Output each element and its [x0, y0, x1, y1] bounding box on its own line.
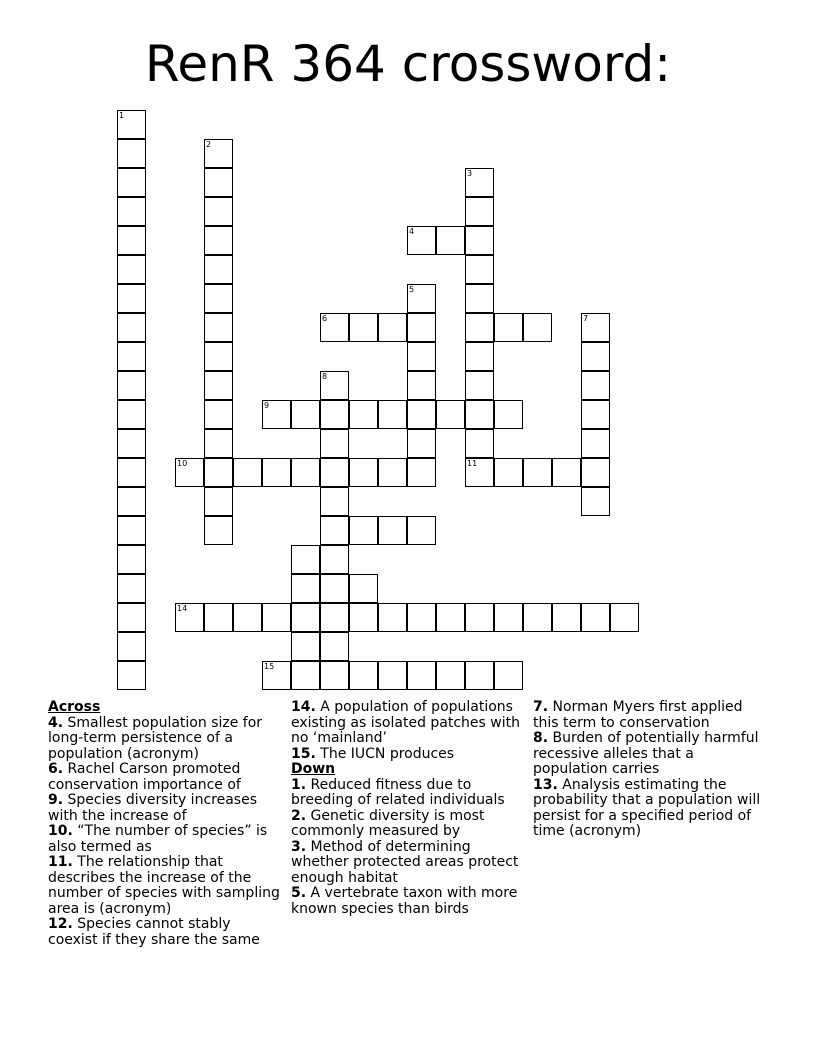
grid-cell[interactable] [117, 197, 146, 226]
grid-cell[interactable] [320, 429, 349, 458]
clue-text: “The number of species” is also termed as [48, 823, 268, 855]
grid-cell[interactable] [233, 603, 262, 632]
grid-cell[interactable] [465, 458, 494, 487]
grid-cell[interactable] [407, 400, 436, 429]
clue-text: A vertebrate taxon with more known species than birds [291, 885, 518, 917]
clue-across-14 [291, 700, 523, 747]
grid-cell[interactable] [204, 197, 233, 226]
grid-cell[interactable] [117, 661, 146, 690]
cell-number: 14 [177, 604, 188, 613]
grid-cell[interactable] [204, 429, 233, 458]
clue-down-1 [291, 778, 523, 809]
clue-down-7 [533, 700, 765, 731]
grid-cell[interactable] [465, 400, 494, 429]
grid-cell[interactable] [378, 400, 407, 429]
grid-cell[interactable] [204, 313, 233, 342]
grid-cell[interactable] [175, 458, 204, 487]
grid-cell[interactable] [407, 661, 436, 690]
clue-number: 6. [48, 761, 64, 777]
grid-cell[interactable] [581, 603, 610, 632]
grid-cell[interactable] [494, 400, 523, 429]
grid-cell[interactable] [320, 487, 349, 516]
grid-cell[interactable] [581, 371, 610, 400]
grid-cell[interactable] [523, 458, 552, 487]
clue-number: 11. [48, 854, 73, 870]
grid-cell[interactable] [117, 342, 146, 371]
grid-cell[interactable] [320, 516, 349, 545]
clue-number: 8. [533, 730, 549, 746]
grid-cell[interactable] [581, 458, 610, 487]
grid-cell[interactable] [320, 661, 349, 690]
clue-text: Burden of potentially harmful recessive alleles that a population carries [533, 730, 759, 777]
grid-cell[interactable] [407, 226, 436, 255]
grid-cell[interactable] [204, 516, 233, 545]
grid-cell[interactable] [204, 139, 233, 168]
grid-cell[interactable] [204, 168, 233, 197]
grid-cell[interactable] [407, 313, 436, 342]
clue-across-9 [48, 793, 280, 824]
grid-cell[interactable] [262, 400, 291, 429]
clue-text: The relationship that describes the increase of the number of species with sampling area is (acronym) [48, 854, 280, 917]
grid-cell[interactable] [291, 574, 320, 603]
grid-cell[interactable] [117, 487, 146, 516]
grid-cell[interactable] [262, 661, 291, 690]
cell-number: 1 [119, 111, 125, 120]
grid-cell[interactable] [291, 400, 320, 429]
clue-across-10 [48, 824, 280, 855]
grid-cell[interactable] [581, 400, 610, 429]
grid-cell[interactable] [320, 400, 349, 429]
grid-cell[interactable] [494, 313, 523, 342]
clue-number: 7. [533, 699, 549, 715]
grid-cell[interactable] [465, 255, 494, 284]
grid-cell[interactable] [378, 458, 407, 487]
grid-cell[interactable] [494, 458, 523, 487]
grid-cell[interactable] [204, 284, 233, 313]
grid-cell[interactable] [349, 400, 378, 429]
grid-cell[interactable] [117, 603, 146, 632]
grid-cell[interactable] [349, 313, 378, 342]
cell-number: 4 [409, 227, 415, 236]
grid-cell[interactable] [552, 603, 581, 632]
clue-down-8 [533, 731, 765, 778]
grid-cell[interactable] [349, 661, 378, 690]
grid-cell[interactable] [465, 284, 494, 313]
grid-cell[interactable] [291, 458, 320, 487]
grid-cell[interactable] [117, 429, 146, 458]
clue-text: Species cannot stably coexist if they share the same [48, 916, 260, 948]
grid-cell[interactable] [320, 458, 349, 487]
grid-cell[interactable] [291, 545, 320, 574]
clue-text: Reduced fitness due to breeding of related individuals [291, 776, 505, 808]
clue-across-12 [48, 917, 280, 948]
grid-cell[interactable] [581, 487, 610, 516]
grid-cell[interactable] [291, 603, 320, 632]
grid-cell[interactable] [204, 458, 233, 487]
cell-number: 6 [322, 314, 328, 323]
grid-cell[interactable] [436, 400, 465, 429]
clues-column-1 [48, 700, 280, 948]
grid-cell[interactable] [523, 313, 552, 342]
grid-cell[interactable] [320, 371, 349, 400]
grid-cell[interactable] [349, 516, 378, 545]
grid-cell[interactable] [465, 661, 494, 690]
clue-across-4 [48, 716, 280, 763]
grid-cell[interactable] [465, 197, 494, 226]
grid-cell[interactable] [117, 168, 146, 197]
cell-number: 5 [409, 285, 415, 294]
grid-cell[interactable] [320, 632, 349, 661]
grid-cell[interactable] [465, 603, 494, 632]
grid-cell[interactable] [117, 574, 146, 603]
cell-number: 7 [583, 314, 589, 323]
cell-number: 11 [467, 459, 478, 468]
grid-cell[interactable] [407, 603, 436, 632]
grid-cell[interactable] [117, 632, 146, 661]
clue-number: 4. [48, 714, 64, 731]
grid-cell[interactable] [378, 661, 407, 690]
page-title: RenR 364 crossword: [144, 35, 672, 93]
grid-cell[interactable] [407, 458, 436, 487]
clue-text: Species diversity increases with the increase of [48, 792, 257, 824]
clue-text: The IUCN produces [320, 745, 455, 762]
clue-text: Genetic diversity is most commonly measured by [291, 807, 485, 839]
grid-cell[interactable] [465, 429, 494, 458]
clue-number: 14. [291, 699, 316, 715]
grid-cell[interactable] [407, 516, 436, 545]
grid-cell[interactable] [378, 603, 407, 632]
clue-number: 2. [291, 807, 307, 824]
grid-cell[interactable] [117, 458, 146, 487]
across-heading: Across [48, 699, 101, 715]
grid-cell[interactable] [523, 603, 552, 632]
cell-number: 9 [264, 401, 270, 410]
clue-across-11 [48, 855, 280, 917]
clue-number: 5. [291, 885, 307, 901]
clue-number: 3. [291, 838, 307, 855]
clue-number: 15. [291, 745, 316, 762]
grid-cell[interactable] [436, 226, 465, 255]
grid-cell[interactable] [291, 661, 320, 690]
grid-cell[interactable] [320, 313, 349, 342]
grid-cell[interactable] [581, 313, 610, 342]
grid-cell[interactable] [349, 603, 378, 632]
clue-text: Analysis estimating the probability that a population will persist for a specified period of time (acronym) [533, 776, 761, 839]
grid-cell[interactable] [117, 516, 146, 545]
grid-cell[interactable] [204, 226, 233, 255]
grid-cell[interactable] [581, 342, 610, 371]
clue-down-2 [291, 809, 523, 840]
clue-number: 10. [48, 823, 73, 839]
clue-across-6 [48, 762, 280, 793]
grid-cell[interactable] [117, 226, 146, 255]
grid-cell[interactable] [465, 371, 494, 400]
clue-down-5 [291, 886, 523, 917]
clue-text: Smallest population size for long-term persistence of a population (acronym) [48, 714, 263, 762]
grid-cell[interactable] [320, 545, 349, 574]
down-heading: Down [291, 761, 336, 777]
grid-cell[interactable] [204, 487, 233, 516]
grid-cell[interactable] [204, 603, 233, 632]
grid-cell[interactable] [117, 371, 146, 400]
clue-text: Norman Myers first applied this term to conservation [533, 699, 743, 731]
grid-cell[interactable] [320, 603, 349, 632]
grid-cell[interactable] [117, 110, 146, 139]
grid-cell[interactable] [117, 313, 146, 342]
grid-cell[interactable] [407, 342, 436, 371]
grid-cell[interactable] [262, 603, 291, 632]
clue-text: Method of determining whether protected areas protect enough habitat [291, 838, 519, 886]
grid-cell[interactable] [436, 661, 465, 690]
grid-cell[interactable] [552, 458, 581, 487]
cell-number: 15 [264, 662, 275, 671]
grid-cell[interactable] [465, 226, 494, 255]
clue-down-3 [291, 840, 523, 887]
grid-cell[interactable] [407, 429, 436, 458]
clue-text: A population of populations existing as isolated patches with no ‘mainland’ [291, 699, 520, 746]
grid-cell[interactable] [262, 458, 291, 487]
grid-cell[interactable] [494, 603, 523, 632]
cell-number: 8 [322, 372, 328, 381]
cell-number: 10 [177, 459, 188, 468]
grid-cell[interactable] [378, 516, 407, 545]
clue-text: Rachel Carson promoted conservation importance of [48, 761, 241, 793]
grid-cell[interactable] [204, 342, 233, 371]
grid-cell[interactable] [117, 139, 146, 168]
grid-cell[interactable] [407, 284, 436, 313]
grid-cell[interactable] [349, 574, 378, 603]
grid-cell[interactable] [407, 371, 436, 400]
grid-cell[interactable] [233, 458, 262, 487]
grid-cell[interactable] [117, 284, 146, 313]
grid-cell[interactable] [378, 313, 407, 342]
grid-cell[interactable] [204, 400, 233, 429]
cell-number: 2 [206, 140, 212, 149]
grid-cell[interactable] [494, 661, 523, 690]
grid-cell[interactable] [175, 603, 204, 632]
grid-cell[interactable] [320, 574, 349, 603]
clue-number: 9. [48, 792, 64, 808]
grid-cell[interactable] [349, 458, 378, 487]
clue-across-15 [291, 747, 523, 763]
grid-cell[interactable] [204, 371, 233, 400]
grid-cell[interactable] [117, 400, 146, 429]
grid-cell[interactable] [204, 255, 233, 284]
clue-number: 13. [533, 776, 558, 793]
grid-cell[interactable] [117, 255, 146, 284]
clues-column-2 [291, 700, 523, 917]
grid-cell[interactable] [465, 168, 494, 197]
clue-number: 1. [291, 776, 307, 793]
cell-number: 3 [467, 169, 473, 178]
grid-cell[interactable] [610, 603, 639, 632]
grid-cell[interactable] [291, 632, 320, 661]
grid-cell[interactable] [465, 313, 494, 342]
grid-cell[interactable] [581, 429, 610, 458]
clue-down-13 [533, 778, 765, 840]
grid-cell[interactable] [436, 603, 465, 632]
grid-cell[interactable] [465, 342, 494, 371]
clues-column-3 [533, 700, 765, 840]
clue-number: 12. [48, 916, 73, 932]
grid-cell[interactable] [117, 545, 146, 574]
